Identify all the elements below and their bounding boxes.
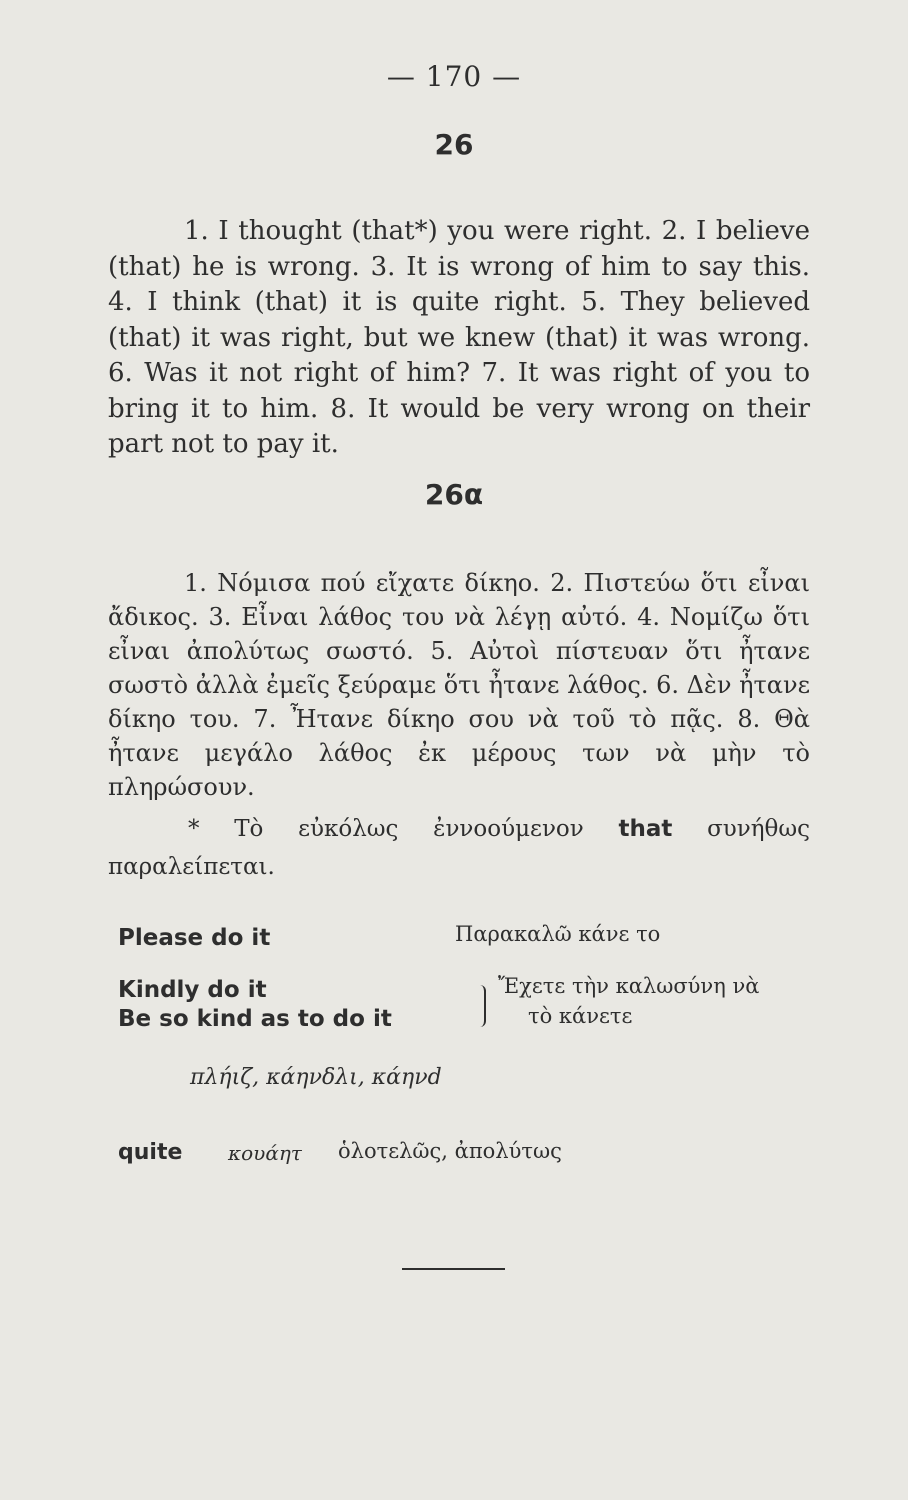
quite-english: quite [118,1140,183,1165]
phrase-please-english: Please do it [118,925,271,951]
grouping-brace [476,985,486,1027]
footnote [108,810,810,886]
greek-translation-paragraph: 1. Νόμισα πού εἴχατε δίκηο. 2. Πιστεύω ὅτι εἶναι ἄδικος. 3. Εἶναι λάθος του νὰ λέγῃ αὐτό. 4. Νομίζω ὅτι εἶναι ἀπολύτως σωστό. 5. Αὐτοὶ πίστευαν ὅτι ἦτανε σωστὸ ἀλλὰ ἐμεῖς ξεύραμε ὅτι ἦτανε λάθος. 6. Δὲν ἦτανε δίκηο του. 7. Ἦτανε δίκηο σου νὰ τοῦ τὸ πᾷς. 8. Θὰ ἦτανε μεγάλο λάθος ἐκ μέρους των νὰ μὴν τὸ πληρώσουν. [108,569,810,801]
page-number: — 170 — [386,60,522,93]
quite-pronunciation: κουάητ [228,1141,302,1165]
english-exercise-paragraph: 1. I thought (that*) you were right. 2. I believe (that) he is wrong. 3. It is wrong of him to say this. 4. I think (that) it is quite right. 5. They believed (that) it was right, but we knew (that) it was wrong. 6. Was it not right of him? 7. It was right of you to bring it to him. 8. It would be very wrong on their part not to pay it. [108,216,810,459]
phrase-kindly-english: Kindly do it [118,977,267,1003]
pronunciation-line: πλήιζ, κάηνδλι, κάηνd [190,1065,442,1090]
footnote-suffix: συνήθως παραλείπεται. [108,816,810,880]
phrase-beso-english: Be so kind as to do it [118,1006,392,1032]
phrase-please-greek: Παρακαλῶ κάνε το [455,922,661,946]
footnote-bold-word: that [618,816,673,842]
section-heading-26: 26 [434,128,474,161]
footnote-prefix: * Τὸ εὐκόλως ἐννοούμενον [188,816,584,842]
end-rule [402,1268,505,1270]
quite-greek: ὁλοτελῶς, ἀπολύτως [338,1139,562,1163]
phrase-kindly-greek-line2: τὸ κάνετε [528,1004,633,1028]
section-heading-26a: 26α [424,478,484,511]
phrase-kindly-greek-line1: Ἔχετε τὴν καλωσύνη νὰ [498,974,760,998]
